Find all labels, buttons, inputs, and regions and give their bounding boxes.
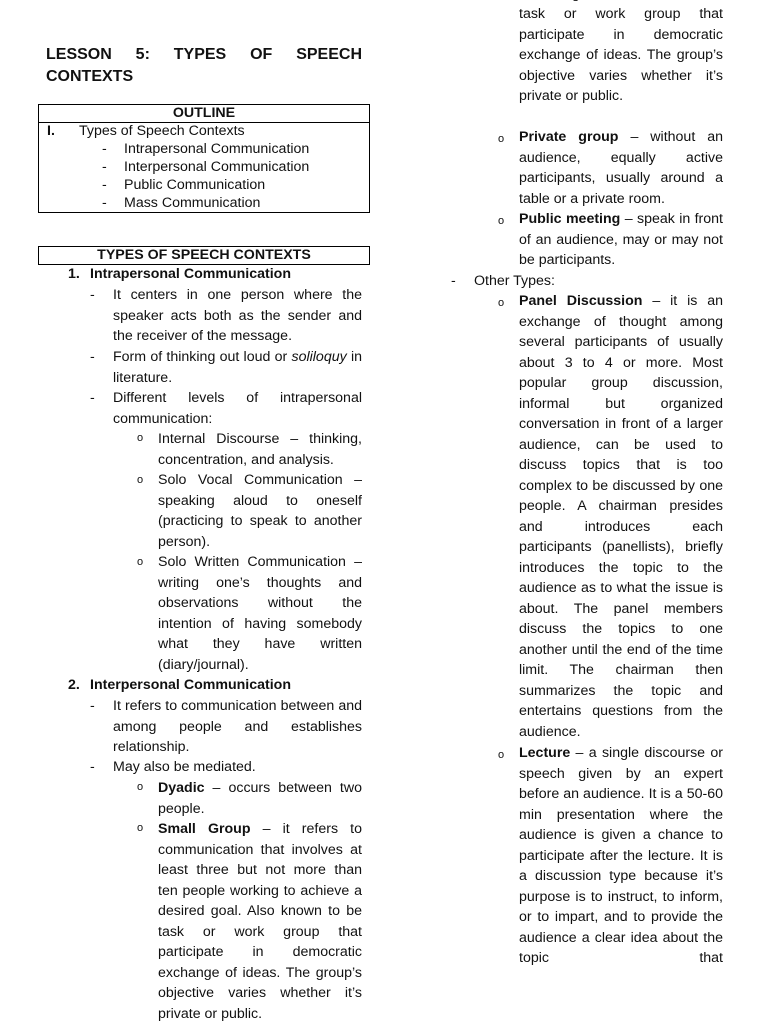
outline-dash: -: [102, 177, 107, 193]
s1-sub-3: Solo Written Communication – writing one’s thoughts and observations without the intention of having somebody what they have written (diary/journal).: [158, 554, 362, 673]
public-meeting-term: Public meeting: [519, 211, 621, 227]
s1-title: Intrapersonal Communication: [90, 266, 292, 282]
small-group-term: Small Group: [158, 821, 251, 837]
dash-bullet: -: [90, 759, 95, 775]
private-group-item: [519, 127, 723, 209]
circle-bullet: o: [498, 133, 505, 145]
s1-bullet-3: Different levels of intrapersonal communication:: [113, 390, 362, 427]
section-heading: TYPES OF SPEECH CONTEXTS: [97, 247, 311, 263]
lecture-term: Lecture: [519, 745, 571, 761]
dash-bullet: -: [451, 273, 456, 289]
panel-discussion-term: Panel Discussion: [519, 293, 643, 309]
s1-number: 1.: [68, 266, 80, 282]
outline-item: Interpersonal Communication: [124, 159, 310, 175]
dyadic-term: Dyadic: [158, 780, 205, 796]
lecture-item: [519, 743, 723, 969]
circle-bullet: o: [498, 749, 505, 761]
outline-dash: -: [102, 195, 107, 211]
outline-item: Mass Communication: [124, 195, 261, 211]
lecture-text: – a single discourse or speech given by an expert before an audience. It is a 50-60 min presentation where the audience is given a chance to participate after the lecture. It is a discussion type because it’s purpose is to instruct, to inform, or to impart, and to provide the audience a clear idea about the topic that: [519, 745, 723, 966]
lesson-title: LESSON 5: TYPES OF SPEECH CONTEXTS: [46, 46, 362, 85]
dyadic-text: – occurs between two people.: [158, 780, 362, 817]
s1-bullet-2: [113, 347, 362, 388]
other-types-label: Other Types:: [474, 273, 555, 289]
s2-bullet-1: It refers to communication between and among people and establishes relationship.: [113, 698, 362, 755]
panel-discussion-item: [519, 291, 723, 742]
outline-box: [38, 104, 370, 213]
small-group-continued: [519, 6, 723, 127]
s1-bullet-1: It centers in one person where the speaker acts both as the sender and the receiver of the message.: [113, 287, 362, 344]
s1-sub-1: Internal Discourse – thinking, concentration, and analysis.: [158, 431, 362, 468]
s2-title: Interpersonal Communication: [90, 677, 292, 693]
dash-bullet: -: [90, 287, 95, 303]
public-meeting-text: – speak in front of an audience, may or may not be participants.: [519, 211, 724, 268]
panel-discussion-text: – it is an exchange of thought among several participants of usually about 3 to 4 or more. Most popular group discussion, informal but organized conversation in front of a larger audience, can be used to discuss topics that is too complex to be discussed by one people. A chairman presides and introduces each participants (panellists), briefly introduces the topic to the audience as to what the issue is about. The panel members discuss the topics to one another until the end of the time limit. The chairman then summarizes the topic and entertains questions from the audience.: [519, 293, 724, 740]
dyadic-item: [158, 778, 362, 819]
s1-bullet-2-a: Form of thinking out loud or: [113, 349, 292, 365]
circle-bullet: o: [137, 781, 144, 793]
outline-roman: I.: [47, 123, 55, 139]
soliloquy-emphasis: soliloquy: [291, 349, 347, 365]
circle-bullet: o: [137, 474, 144, 486]
outline-dash: -: [102, 141, 107, 157]
circle-bullet: o: [498, 215, 505, 227]
s2-bullet-2: May also be mediated.: [113, 759, 256, 775]
private-group-term: Private group: [519, 129, 619, 145]
s1-bullet-2-b: in literature.: [113, 349, 362, 386]
dash-bullet: -: [90, 698, 95, 714]
small-group-text-cont: task or work group that participate in democratic exchange of ideas. The group’s objective varies whether it’s private or public.: [519, 6, 723, 104]
outline-main-item: Types of Speech Contexts: [79, 123, 245, 139]
circle-bullet: o: [137, 822, 144, 834]
section-heading-box: [38, 246, 370, 265]
small-group-text: – it refers to communication that involves at least three but not more than ten people working to achieve a desired goal. Also known to be task or work group that participate in democratic exchange of ideas. The group’s objective varies whether it’s private or public.: [158, 821, 362, 1022]
s1-sub-2: Solo Vocal Communication – speaking aloud to oneself (practicing to speak to another person).: [158, 472, 362, 550]
outline-item: Intrapersonal Communication: [124, 141, 310, 157]
dash-bullet: -: [90, 349, 95, 365]
outline-item: Public Communication: [124, 177, 266, 193]
s2-number: 2.: [68, 677, 80, 693]
outline-dash: -: [102, 159, 107, 175]
circle-bullet: o: [498, 297, 505, 309]
small-group-item: [158, 819, 362, 1022]
private-group-text: – without an audience, equally active participants, usually around a table or a private room.: [519, 129, 724, 207]
circle-bullet: o: [137, 432, 144, 444]
circle-bullet: o: [137, 556, 144, 568]
public-meeting-item: [519, 209, 723, 271]
outline-heading: OUTLINE: [39, 105, 369, 123]
dash-bullet: -: [90, 390, 95, 406]
